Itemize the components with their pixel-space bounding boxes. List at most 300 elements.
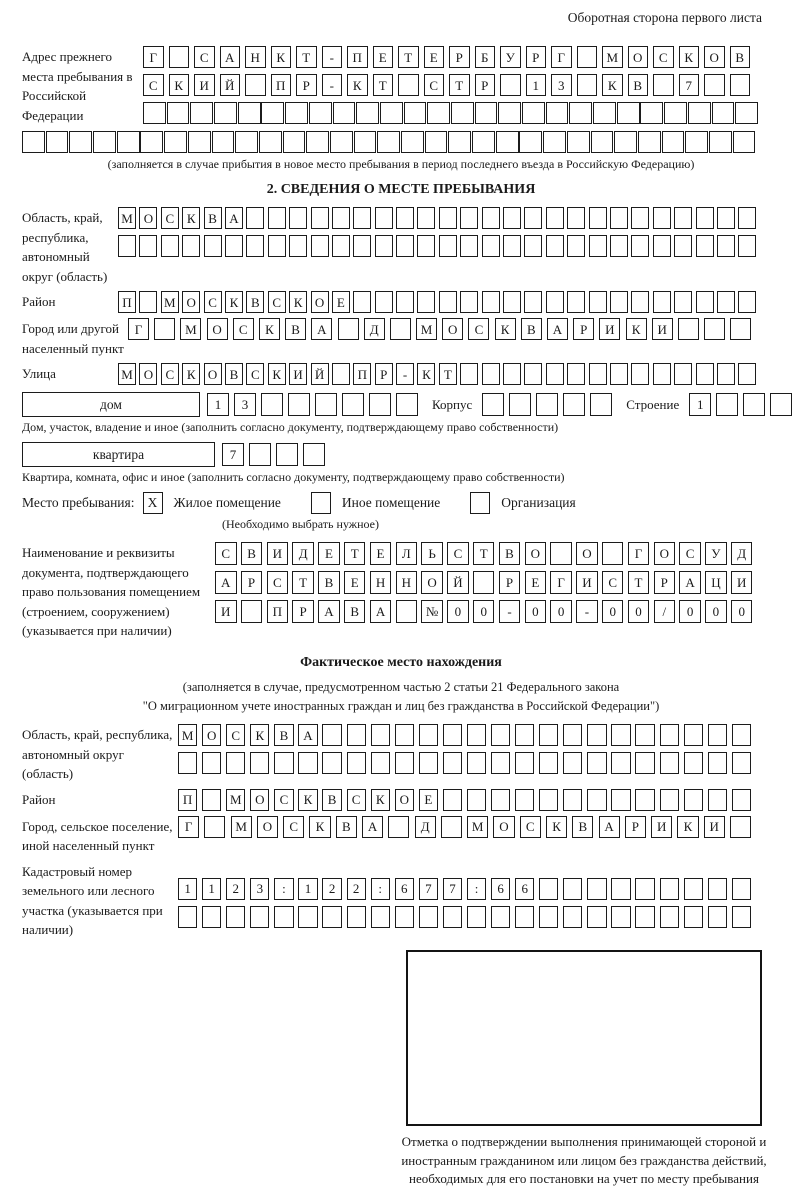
char-cell: В: [628, 74, 649, 96]
char-cell: [539, 752, 558, 774]
char-cell: [396, 235, 414, 257]
city-field: [22, 318, 780, 358]
actual-region-label: Область, край, республика, автономный округ (область): [22, 727, 173, 782]
char-cell: [482, 393, 504, 416]
char-cell: :: [371, 878, 390, 900]
char-cell: [169, 46, 190, 68]
char-cell: И: [576, 571, 598, 594]
char-cell: С: [447, 542, 469, 565]
char-cell: [708, 724, 727, 746]
char-cell: [93, 131, 116, 153]
char-cell: И: [215, 600, 237, 623]
char-cell: [467, 789, 486, 811]
char-cell: [491, 724, 510, 746]
city-label: Город или другой населенный пункт: [22, 321, 124, 356]
char-cell: [732, 789, 751, 811]
char-cell: [311, 235, 329, 257]
char-cell: [245, 74, 266, 96]
char-cell: Т: [296, 46, 317, 68]
char-cell: С: [226, 724, 245, 746]
char-cell: И: [704, 816, 725, 838]
apartment-cells: [222, 443, 325, 466]
char-cell: Г: [550, 571, 572, 594]
char-cell: [377, 131, 400, 153]
char-cell: №: [421, 600, 443, 623]
char-cell: [496, 131, 519, 153]
char-cell: У: [705, 542, 727, 565]
char-cell: Р: [449, 46, 470, 68]
char-cell: 0: [731, 600, 753, 623]
char-cell: [539, 789, 558, 811]
document-row2: [215, 571, 752, 594]
char-cell: [498, 102, 521, 124]
char-cell: Ц: [705, 571, 727, 594]
char-cell: О: [395, 789, 414, 811]
char-cell: [204, 816, 225, 838]
char-cell: Р: [654, 571, 676, 594]
char-cell: [332, 235, 350, 257]
char-cell: [347, 724, 366, 746]
char-cell: [460, 291, 478, 313]
char-cell: С: [347, 789, 366, 811]
actual-region-field: [22, 724, 780, 784]
char-cell: С: [283, 816, 304, 838]
char-cell: К: [169, 74, 190, 96]
char-cell: Й: [311, 363, 329, 385]
confirmation-block: [388, 950, 780, 1189]
char-cell: О: [704, 46, 725, 68]
char-cell: [22, 131, 45, 153]
char-cell: [738, 363, 756, 385]
char-cell: 0: [705, 600, 727, 623]
char-cell: [614, 131, 637, 153]
char-cell: [338, 318, 359, 340]
char-cell: 1: [689, 393, 711, 416]
char-cell: [238, 102, 261, 124]
char-cell: [717, 363, 735, 385]
char-cell: С: [679, 542, 701, 565]
char-cell: К: [298, 789, 317, 811]
char-cell: С: [268, 291, 286, 313]
char-cell: [704, 318, 725, 340]
char-cell: [315, 393, 337, 416]
char-cell: [467, 752, 486, 774]
char-cell: [660, 789, 679, 811]
prev-address-rows: [143, 46, 758, 124]
prev-address-row2: [143, 74, 758, 96]
char-cell: [347, 906, 366, 928]
char-cell: [546, 235, 564, 257]
char-cell: [732, 752, 751, 774]
char-cell: 0: [679, 600, 701, 623]
char-cell: С: [468, 318, 489, 340]
char-cell: П: [353, 363, 371, 385]
char-cell: О: [250, 789, 269, 811]
char-cell: [322, 752, 341, 774]
char-cell: [587, 878, 606, 900]
city-row: [128, 318, 751, 340]
street-field: [22, 363, 780, 385]
char-cell: [735, 102, 758, 124]
char-cell: А: [311, 318, 332, 340]
char-cell: [602, 542, 624, 565]
char-cell: [610, 363, 628, 385]
char-cell: В: [318, 571, 340, 594]
char-cell: [635, 752, 654, 774]
char-cell: С: [215, 542, 237, 565]
char-cell: [401, 131, 424, 153]
prev-address-row1: [143, 46, 758, 68]
char-cell: [738, 207, 756, 229]
char-cell: [708, 789, 727, 811]
house-box: дом: [22, 392, 200, 417]
char-cell: [491, 789, 510, 811]
char-cell: 7: [679, 74, 700, 96]
char-cell: [563, 789, 582, 811]
char-cell: [635, 878, 654, 900]
char-cell: К: [250, 724, 269, 746]
char-cell: Т: [473, 542, 495, 565]
char-cell: [589, 291, 607, 313]
char-cell: Е: [332, 291, 350, 313]
char-cell: [375, 235, 393, 257]
char-cell: С: [194, 46, 215, 68]
stay-type-note: (Необходимо выбрать нужное): [222, 517, 379, 531]
char-cell: [443, 724, 462, 746]
char-cell: [182, 235, 200, 257]
char-cell: [717, 207, 735, 229]
char-cell: К: [259, 318, 280, 340]
char-cell: [589, 363, 607, 385]
region-rows: [118, 207, 756, 257]
char-cell: Т: [439, 363, 457, 385]
actual-region-row1: [178, 724, 751, 746]
char-cell: [388, 816, 409, 838]
char-cell: С: [653, 46, 674, 68]
char-cell: [118, 235, 136, 257]
char-cell: [283, 131, 306, 153]
char-cell: -: [576, 600, 598, 623]
char-cell: Т: [292, 571, 314, 594]
char-cell: [732, 878, 751, 900]
char-cell: [640, 102, 663, 124]
char-cell: К: [371, 789, 390, 811]
char-cell: [674, 363, 692, 385]
char-cell: Д: [292, 542, 314, 565]
char-cell: [46, 131, 69, 153]
char-cell: [610, 207, 628, 229]
char-cell: К: [182, 363, 200, 385]
char-cell: С: [424, 74, 445, 96]
char-cell: К: [347, 74, 368, 96]
char-cell: 6: [491, 878, 510, 900]
char-cell: [685, 131, 708, 153]
char-cell: И: [652, 318, 673, 340]
char-cell: [730, 74, 751, 96]
char-cell: [539, 724, 558, 746]
char-cell: [395, 752, 414, 774]
char-cell: А: [318, 600, 340, 623]
char-cell: [733, 131, 756, 153]
char-cell: В: [521, 318, 542, 340]
char-cell: 0: [447, 600, 469, 623]
char-cell: А: [220, 46, 241, 68]
char-cell: А: [298, 724, 317, 746]
char-cell: М: [178, 724, 197, 746]
char-cell: [404, 102, 427, 124]
char-cell: [653, 207, 671, 229]
char-cell: П: [267, 600, 289, 623]
char-cell: [587, 752, 606, 774]
char-cell: А: [225, 207, 243, 229]
char-cell: [716, 393, 738, 416]
char-cell: М: [467, 816, 488, 838]
region-row2: [118, 235, 756, 257]
char-cell: 0: [525, 600, 547, 623]
char-cell: [709, 131, 732, 153]
document-label: Наименование и реквизиты документа, подтверждающего право пользования помещением (строением, сооружением) (указывается при наличии): [22, 545, 201, 638]
char-cell: Й: [220, 74, 241, 96]
char-cell: [674, 207, 692, 229]
char-cell: [419, 752, 438, 774]
char-cell: С: [161, 207, 179, 229]
char-cell: [204, 235, 222, 257]
char-cell: [589, 235, 607, 257]
char-cell: [417, 291, 435, 313]
char-cell: [660, 724, 679, 746]
char-cell: [593, 102, 616, 124]
char-cell: Е: [344, 571, 366, 594]
char-cell: Б: [475, 46, 496, 68]
char-cell: С: [520, 816, 541, 838]
char-cell: [660, 752, 679, 774]
char-cell: А: [679, 571, 701, 594]
char-cell: Р: [573, 318, 594, 340]
char-cell: П: [118, 291, 136, 313]
char-cell: С: [204, 291, 222, 313]
char-cell: Е: [424, 46, 445, 68]
char-cell: [696, 235, 714, 257]
char-cell: [696, 291, 714, 313]
char-cell: [577, 74, 598, 96]
char-cell: [684, 724, 703, 746]
char-cell: А: [599, 816, 620, 838]
char-cell: 1: [202, 878, 221, 900]
char-cell: [202, 789, 221, 811]
char-cell: [139, 291, 157, 313]
char-cell: [539, 906, 558, 928]
char-cell: [395, 724, 414, 746]
char-cell: [708, 752, 727, 774]
char-cell: [569, 102, 592, 124]
char-cell: [567, 207, 585, 229]
district-row: [118, 291, 756, 313]
char-cell: Г: [551, 46, 572, 68]
char-cell: [738, 235, 756, 257]
char-cell: [653, 74, 674, 96]
char-cell: [289, 235, 307, 257]
char-cell: [717, 291, 735, 313]
char-cell: 1: [526, 74, 547, 96]
char-cell: К: [546, 816, 567, 838]
char-cell: [69, 131, 92, 153]
char-cell: [653, 235, 671, 257]
region-field: [22, 207, 780, 286]
prev-address-row4: [22, 131, 780, 153]
char-cell: [696, 363, 714, 385]
char-cell: [390, 318, 411, 340]
char-cell: [611, 752, 630, 774]
char-cell: Р: [499, 571, 521, 594]
char-cell: Р: [241, 571, 263, 594]
char-cell: [274, 752, 293, 774]
char-cell: Т: [398, 46, 419, 68]
char-cell: [311, 207, 329, 229]
char-cell: [396, 207, 414, 229]
char-cell: [439, 207, 457, 229]
char-cell: [356, 102, 379, 124]
char-cell: Г: [178, 816, 199, 838]
char-cell: 7: [443, 878, 462, 900]
char-cell: [322, 906, 341, 928]
char-cell: Т: [449, 74, 470, 96]
cadastre-field: [22, 861, 780, 940]
char-cell: [730, 816, 751, 838]
char-cell: М: [180, 318, 201, 340]
char-cell: [443, 752, 462, 774]
char-cell: [398, 74, 419, 96]
char-cell: [546, 363, 564, 385]
char-cell: [536, 393, 558, 416]
char-cell: В: [572, 816, 593, 838]
char-cell: К: [182, 207, 200, 229]
char-cell: А: [362, 816, 383, 838]
char-cell: [225, 235, 243, 257]
char-cell: 6: [515, 878, 534, 900]
char-cell: [154, 318, 175, 340]
char-cell: [161, 235, 179, 257]
actual-region-row2: [178, 752, 751, 774]
char-cell: [347, 752, 366, 774]
char-cell: [503, 363, 521, 385]
char-cell: Д: [731, 542, 753, 565]
district-label: Район: [22, 294, 56, 309]
char-cell: [276, 443, 298, 466]
char-cell: -: [322, 46, 343, 68]
char-cell: [396, 291, 414, 313]
char-cell: [662, 131, 685, 153]
char-cell: [653, 363, 671, 385]
char-cell: [546, 291, 564, 313]
char-cell: [732, 906, 751, 928]
char-cell: [460, 363, 478, 385]
char-cell: [524, 235, 542, 257]
char-cell: 0: [550, 600, 572, 623]
prev-address-caption: (заполняется в случае прибытия в новое место пребывания в период последнего въезда в Российскую Федерацию): [107, 157, 695, 171]
actual-city-row: [178, 816, 751, 838]
char-cell: [309, 102, 332, 124]
char-cell: И: [651, 816, 672, 838]
char-cell: В: [204, 207, 222, 229]
char-cell: И: [194, 74, 215, 96]
char-cell: Г: [143, 46, 164, 68]
char-cell: Р: [375, 363, 393, 385]
char-cell: К: [417, 363, 435, 385]
char-cell: [419, 906, 438, 928]
char-cell: [563, 906, 582, 928]
cadastre-label: Кадастровый номер земельного или лесного участка (указывается при наличии): [22, 863, 163, 938]
char-cell: [212, 131, 235, 153]
char-cell: [202, 906, 221, 928]
char-cell: [704, 74, 725, 96]
char-cell: [524, 363, 542, 385]
char-cell: [322, 724, 341, 746]
cadastre-rows: [178, 861, 751, 928]
char-cell: [419, 724, 438, 746]
char-cell: [140, 131, 163, 153]
char-cell: [563, 878, 582, 900]
char-cell: Л: [396, 542, 418, 565]
char-cell: С: [143, 74, 164, 96]
char-cell: О: [257, 816, 278, 838]
char-cell: К: [626, 318, 647, 340]
char-cell: [261, 393, 283, 416]
char-cell: В: [322, 789, 341, 811]
char-cell: О: [421, 571, 443, 594]
char-cell: М: [226, 789, 245, 811]
char-cell: [567, 131, 590, 153]
char-cell: [274, 906, 293, 928]
char-cell: 7: [419, 878, 438, 900]
char-cell: [684, 878, 703, 900]
char-cell: [631, 291, 649, 313]
char-cell: Е: [525, 571, 547, 594]
char-cell: [250, 906, 269, 928]
char-cell: -: [322, 74, 343, 96]
char-cell: О: [139, 363, 157, 385]
char-cell: [298, 906, 317, 928]
char-cell: [268, 235, 286, 257]
char-cell: [353, 207, 371, 229]
char-cell: [664, 102, 687, 124]
actual-district-field: [22, 789, 780, 811]
char-cell: [467, 906, 486, 928]
char-cell: П: [178, 789, 197, 811]
char-cell: [117, 131, 140, 153]
char-cell: [417, 207, 435, 229]
char-cell: [417, 235, 435, 257]
char-cell: [396, 393, 418, 416]
korpus-label: Корпус: [432, 396, 473, 412]
char-cell: [519, 131, 542, 153]
apartment-box: квартира: [22, 442, 215, 467]
actual-district-label: Район: [22, 791, 56, 807]
char-cell: [500, 74, 521, 96]
actual-city-label: Город, сельское поселение, иной населенный пункт: [22, 818, 173, 854]
char-cell: Н: [245, 46, 266, 68]
char-cell: [587, 789, 606, 811]
char-cell: [567, 363, 585, 385]
char-cell: [226, 906, 245, 928]
char-cell: [589, 207, 607, 229]
char-cell: [567, 291, 585, 313]
char-cell: [167, 102, 190, 124]
char-cell: -: [499, 600, 521, 623]
char-cell: М: [231, 816, 252, 838]
char-cell: В: [336, 816, 357, 838]
char-cell: С: [274, 789, 293, 811]
char-cell: [684, 906, 703, 928]
